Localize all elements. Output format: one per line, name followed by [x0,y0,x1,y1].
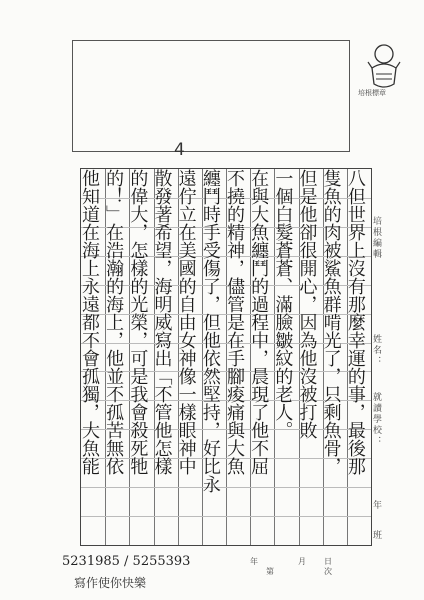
school-label: 就讀學校： [371,392,381,447]
handwritten-column: 散發著希望，海明威寫出「不管他怎樣 [151,169,173,475]
handwritten-column: 不撓的精神，儘管是在手腳痠痛與大魚 [224,169,245,475]
date-count-label: 次 [324,567,332,576]
handwritten-column: 他知道在海上永遠都不會孤獨，大魚能 [79,169,100,475]
slogan: 寫作使你快樂 [74,576,147,590]
name-label: 姓名： [371,334,381,367]
writing-grid [80,168,372,546]
handwritten-column: 的偉大，怎樣的光榮，可是我會殺死牠 [127,169,149,475]
phone-number: 5231985 / 5255393 [62,554,191,569]
handwritten-column: 纏鬥時手受傷了，但他依然堅持，好比永 [199,169,221,493]
class-label: 班 [371,530,381,541]
handwritten-column: 八但世界上沒有那麼幸運的事，最後那 [344,169,366,475]
handwritten-column: 在與大魚纏鬥的過程中，晨現了他不屈 [248,169,270,475]
page-mark: 4 [174,140,185,160]
top-comment-box [72,40,350,152]
handwritten-column: 遠佇立在美國的自由女神像一樣眼神中 [175,169,197,475]
handwritten-column: 一個白髮蒼蒼、滿臉皺紋的老人。 [272,169,294,439]
handwritten-column: 的！」在浩瀚的海上，他並不孤苦無依 [103,169,125,475]
logo-caption: 培根標章 [358,89,386,97]
handwritten-column: 但是他卻很開心，因為他沒被打敗 [296,169,318,439]
editor-label: 培根編輯 [371,216,381,260]
date-day-label: 日 [324,557,332,566]
date-year-label: 年 [250,557,258,566]
handwritten-column: 隻魚的肉被鯊魚群啃光了，只剩魚骨， [320,169,342,475]
date-month-label: 月 [298,557,306,566]
date-ordinal-label: 第 [266,567,274,576]
grade-label: 年 [371,500,381,511]
